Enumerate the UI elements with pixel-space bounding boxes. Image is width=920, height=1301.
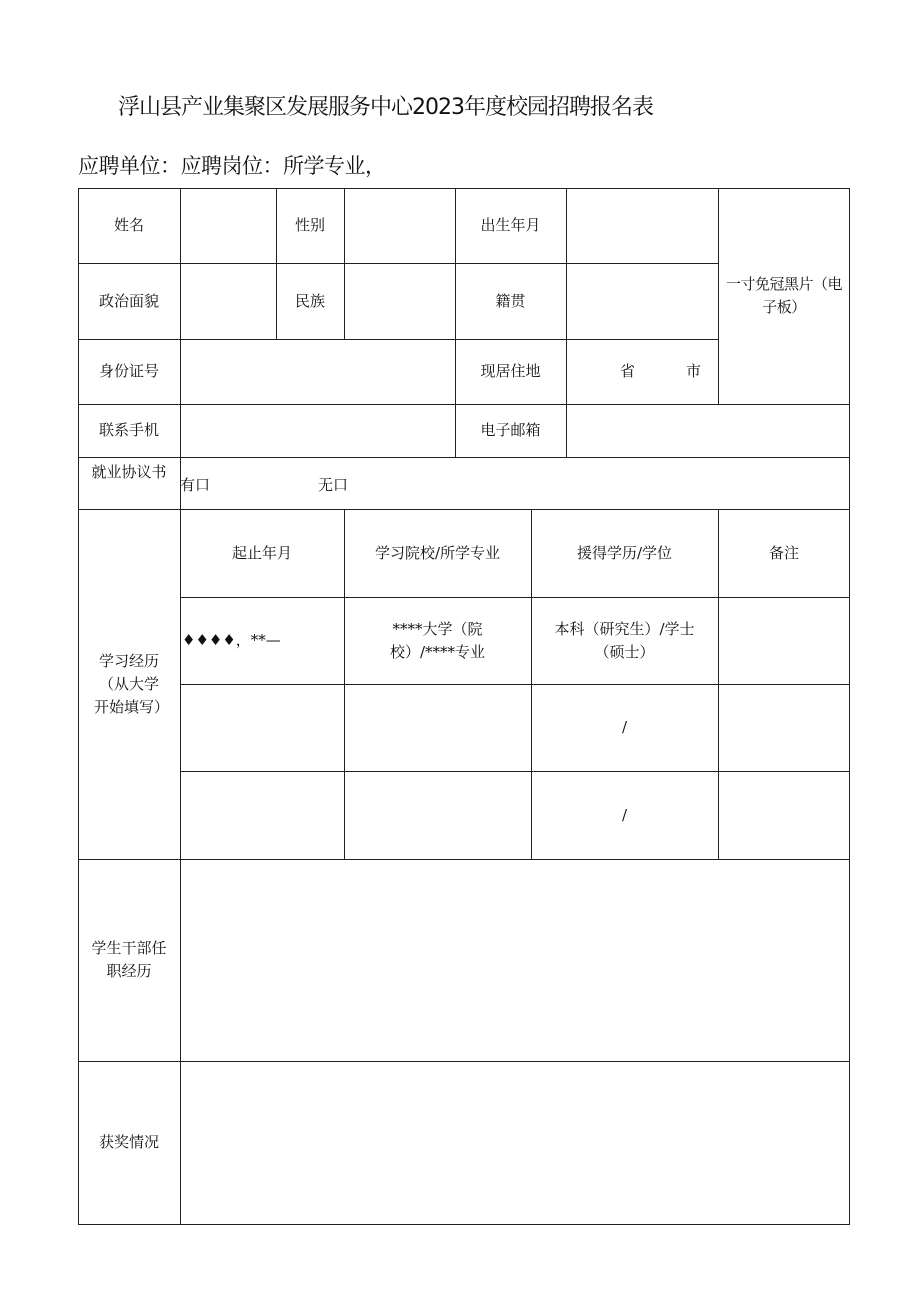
education-row-3-degree[interactable]: / bbox=[621, 805, 628, 824]
email-field[interactable] bbox=[566, 404, 850, 457]
political-status-label: 政治面貌 bbox=[98, 291, 159, 310]
cadre-history-field[interactable] bbox=[180, 859, 850, 1061]
table-border-bottom bbox=[78, 1224, 850, 1225]
mobile-label: 联系手机 bbox=[98, 421, 159, 439]
city-suffix: 市 bbox=[686, 362, 702, 380]
awards-label: 获奖情况 bbox=[98, 1133, 159, 1151]
education-row-3-period[interactable] bbox=[180, 771, 344, 859]
ethnicity-label: 民族 bbox=[294, 291, 325, 310]
education-row-2-school[interactable] bbox=[344, 684, 531, 771]
application-header: 应聘单位：应聘岗位：所学专业， bbox=[78, 154, 386, 178]
education-row-2-note[interactable] bbox=[718, 684, 850, 771]
education-row-3-note[interactable] bbox=[718, 771, 850, 859]
mobile-field[interactable] bbox=[180, 404, 455, 457]
agreement-no-option[interactable]: 无口 bbox=[318, 475, 349, 494]
email-label: 电子邮箱 bbox=[480, 421, 541, 439]
birth-field[interactable] bbox=[566, 188, 718, 263]
education-header-note: 备注 bbox=[768, 543, 799, 562]
name-field[interactable] bbox=[180, 188, 276, 263]
cadre-history-label: 学生干部任职经历 bbox=[91, 939, 167, 980]
native-place-field[interactable] bbox=[566, 263, 718, 339]
birth-label: 出生年月 bbox=[480, 216, 541, 234]
education-row-2-degree[interactable]: / bbox=[621, 718, 628, 736]
employment-agreement-label: 就业协议书 bbox=[91, 462, 167, 481]
ethnicity-field[interactable] bbox=[344, 263, 455, 339]
form-title: 浮山县产业集聚区发展服务中心2023年度校园招聘报名表 bbox=[118, 95, 653, 120]
id-number-field[interactable] bbox=[180, 339, 455, 404]
education-row-1-note[interactable] bbox=[718, 597, 850, 684]
education-header-degree: 援得学历/学位 bbox=[576, 543, 673, 562]
education-row-1-period[interactable]: ♦♦♦♦，**— bbox=[182, 631, 281, 649]
education-row-2-period[interactable] bbox=[180, 684, 344, 771]
name-label: 姓名 bbox=[113, 216, 144, 234]
political-status-field[interactable] bbox=[180, 263, 276, 339]
gender-label: 性别 bbox=[294, 216, 325, 234]
education-history-label: 学习经历（从大学开始填写） bbox=[94, 651, 170, 716]
agreement-yes-option[interactable]: 有口 bbox=[180, 475, 211, 494]
photo-placeholder[interactable]: 一寸免冠黑片（电子板） bbox=[725, 275, 842, 316]
awards-field[interactable] bbox=[180, 1061, 850, 1224]
residence-field[interactable] bbox=[566, 339, 718, 404]
id-number-label: 身份证号 bbox=[98, 362, 159, 380]
residence-label: 现居住地 bbox=[480, 362, 541, 380]
education-row-3-school[interactable] bbox=[344, 771, 531, 859]
native-place-label: 籍贯 bbox=[495, 291, 526, 310]
province-suffix: 省 bbox=[620, 362, 636, 380]
education-header-period: 起止年月 bbox=[231, 543, 292, 562]
registration-form-table bbox=[78, 188, 850, 1225]
gender-field[interactable] bbox=[344, 188, 455, 263]
education-row-1-school[interactable]: ****大学（院校）/****专业 bbox=[389, 619, 486, 661]
row-divider bbox=[78, 457, 850, 458]
education-header-school: 学习院校/所学专业 bbox=[374, 543, 501, 562]
education-row-1-degree[interactable]: 本科（研究生）/学士（硕士） bbox=[554, 619, 695, 661]
